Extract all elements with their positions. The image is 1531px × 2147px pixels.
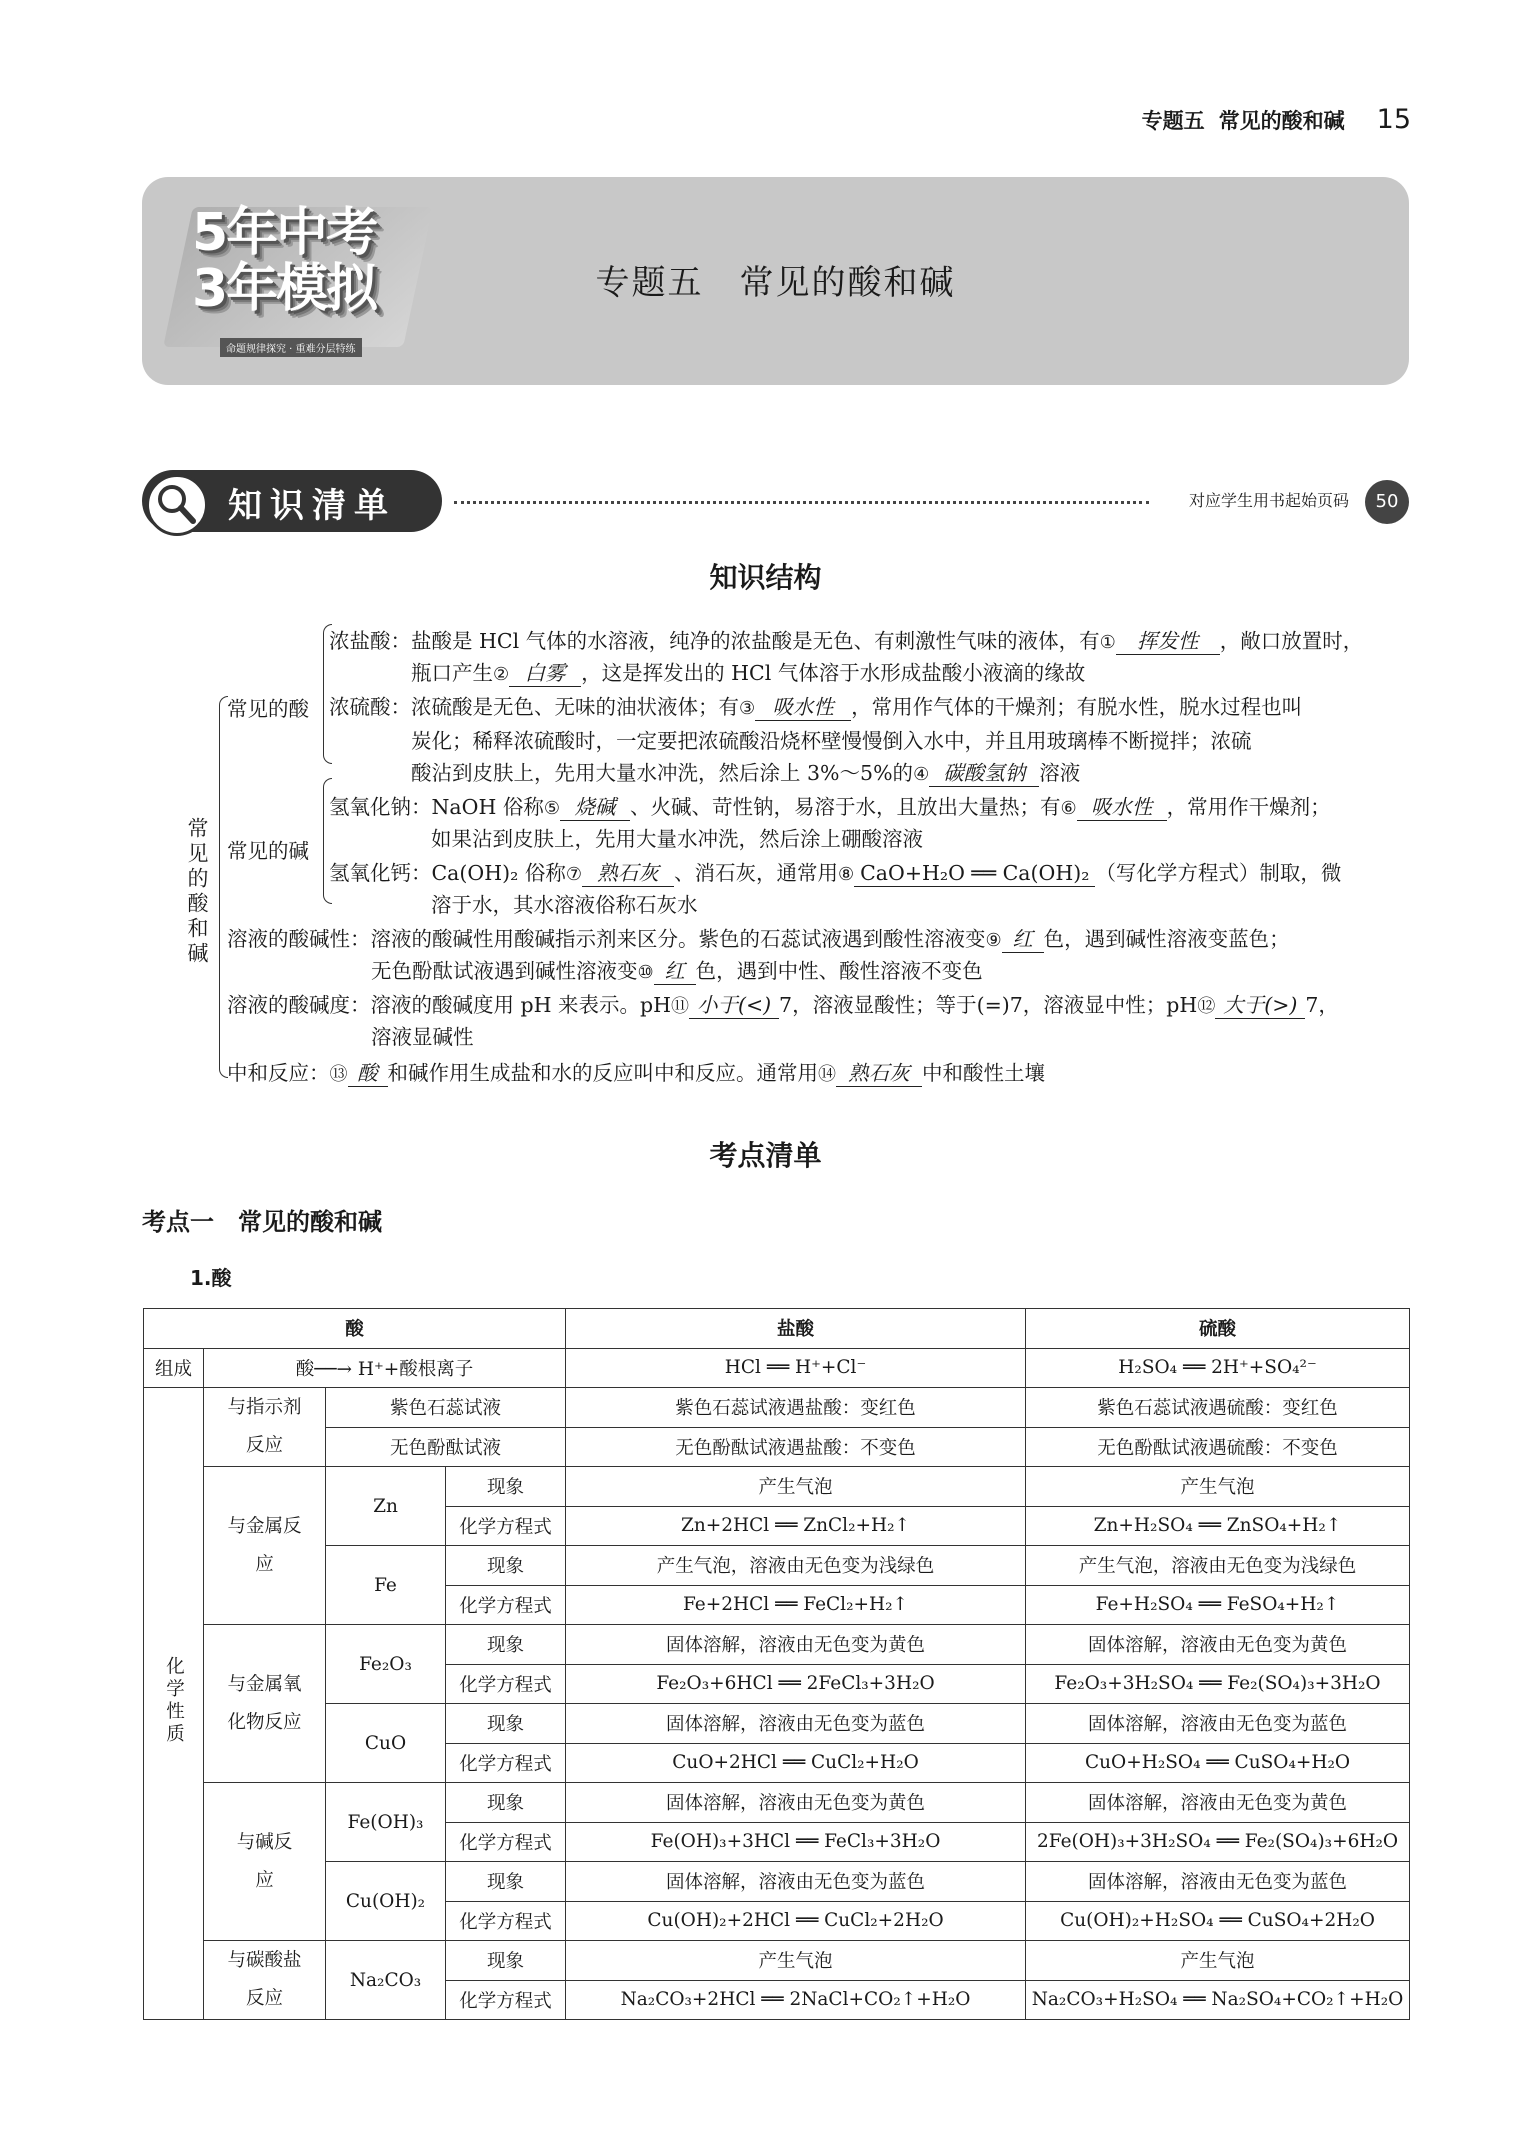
logo-line1: 5年中考	[192, 203, 377, 263]
blank-13: 酸	[348, 1060, 388, 1087]
acid-group-label: 常见的酸	[227, 697, 309, 721]
naoh-line-1: 氢氧化钠：NaOH 俗称⑤ 烧碱 、火碱、苛性钠，易溶于水，且放出大量热；有⑥ 吸水性 ，常用作干燥剂；	[329, 795, 1331, 819]
blank-7: 熟石灰	[582, 860, 674, 887]
base-group-label: 常见的碱	[227, 839, 309, 863]
zn-h2so4-phenomenon: 产生气泡	[1026, 1467, 1410, 1507]
feoh3-h2so4-phenomenon: 固体溶解，溶液由无色变为黄色	[1026, 1783, 1410, 1823]
magnifier-icon	[146, 474, 208, 536]
label-equation: 化学方程式	[446, 1980, 566, 2020]
na2co3-hcl-phenomenon: 产生气泡	[566, 1941, 1026, 1981]
phenol-hcl: 无色酚酞试液遇盐酸：不变色	[566, 1427, 1026, 1467]
col-head-h2so4: 硫酸	[1026, 1309, 1410, 1349]
item-cuo: CuO	[326, 1704, 446, 1783]
table-row	[144, 1941, 1410, 1981]
cuo-h2so4-phenomenon: 固体溶解，溶液由无色变为蓝色	[1026, 1704, 1410, 1744]
item-feoh3: Fe(OH)₃	[326, 1783, 446, 1862]
fe-hcl-phenomenon: 产生气泡，溶液由无色变为浅绿色	[566, 1546, 1026, 1586]
cuoh2-hcl-equation: Cu(OH)₂+2HCl ══ CuCl₂+2H₂O	[566, 1901, 1026, 1941]
blank-11: 小于(<)	[689, 992, 779, 1019]
item-cuoh2: Cu(OH)₂	[326, 1862, 446, 1941]
table-row	[144, 1388, 1410, 1428]
group-base: 与碱反应	[204, 1783, 326, 1941]
cuoh2-hcl-phenomenon: 固体溶解，溶液由无色变为蓝色	[566, 1862, 1026, 1902]
zn-hcl-phenomenon: 产生气泡	[566, 1467, 1026, 1507]
blank-8: CaO+H₂O ══ Ca(OH)₂	[854, 860, 1095, 887]
ph-line-2: 溶液显碱性	[371, 1025, 474, 1049]
logo-subtitle: 命题规律探究 · 重难分层特练	[220, 338, 362, 357]
dotted-leader	[454, 501, 1149, 504]
blank-9: 红	[1002, 926, 1044, 953]
outer-brace	[219, 696, 228, 1078]
item-zn: Zn	[326, 1467, 446, 1546]
label-phenomenon: 现象	[446, 1704, 566, 1744]
blank-10: 红	[654, 958, 696, 985]
table-row	[144, 1783, 1410, 1823]
blank-2: 白雾	[509, 660, 581, 687]
label-phenomenon: 现象	[446, 1546, 566, 1586]
blank-5: 烧碱	[560, 794, 630, 821]
hcl-line-2: 瓶口产生② 白雾 ，这是挥发出的 HCl 气体溶于水形成盐酸小液滴的缘故	[411, 661, 1086, 685]
label-equation: 化学方程式	[446, 1901, 566, 1941]
label-phenomenon: 现象	[446, 1783, 566, 1823]
cuoh2-h2so4-phenomenon: 固体溶解，溶液由无色变为蓝色	[1026, 1862, 1410, 1902]
na2co3-hcl-equation: Na₂CO₃+2HCl ══ 2NaCl+CO₂↑+H₂O	[566, 1980, 1026, 2020]
litmus-h2so4: 紫色石蕊试液遇硫酸：变红色	[1026, 1388, 1410, 1428]
label-equation: 化学方程式	[446, 1822, 566, 1862]
label-equation: 化学方程式	[446, 1664, 566, 1704]
reagent-litmus: 紫色石蕊试液	[326, 1388, 566, 1428]
composition-h2so4: H₂SO₄ ══ 2H⁺+SO₄²⁻	[1026, 1348, 1410, 1388]
blank-1: 挥发性	[1116, 628, 1220, 655]
table-row	[144, 1862, 1410, 1902]
caoh-line-2: 溶于水，其水溶液俗称石灰水	[431, 893, 698, 917]
fe2o3-hcl-equation: Fe₂O₃+6HCl ══ 2FeCl₃+3H₂O	[566, 1664, 1026, 1704]
table-row	[144, 1427, 1410, 1467]
feoh3-h2so4-equation: 2Fe(OH)₃+3H₂SO₄ ══ Fe₂(SO₄)₃+6H₂O	[1026, 1822, 1410, 1862]
cuoh2-h2so4-equation: Cu(OH)₂+H₂SO₄ ══ CuSO₄+2H₂O	[1026, 1901, 1410, 1941]
running-header	[1142, 104, 1411, 135]
fe2o3-h2so4-phenomenon: 固体溶解，溶液由无色变为黄色	[1026, 1625, 1410, 1665]
cuo-hcl-equation: CuO+2HCl ══ CuCl₂+H₂O	[566, 1743, 1026, 1783]
group-oxide: 与金属氧化物反应	[204, 1625, 326, 1783]
h2so4-line-2: 炭化；稀释浓硫酸时，一定要把浓硫酸沿烧杯壁慢慢倒入水中，并且用玻璃棒不断搅拌；浓硫	[411, 729, 1252, 753]
composition-desc: 酸──→ H⁺+酸根离子	[204, 1348, 566, 1388]
table-row	[144, 1467, 1410, 1507]
item-na2co3: Na₂CO₃	[326, 1941, 446, 2020]
acidity-line-2: 无色酚酞试液遇到碱性溶液变⑩ 红 色，遇到中性、酸性溶液不变色	[371, 959, 983, 983]
acidity-line-1: 溶液的酸碱性：溶液的酸碱性用酸碱指示剂来区分。紫色的石蕊试液遇到酸性溶液变⑨ 红 色，遇到碱性溶液变蓝色；	[227, 927, 1290, 951]
group-indicator: 与指示剂反应	[204, 1388, 326, 1467]
section-header	[142, 468, 1409, 534]
composition-hcl: HCl ══ H⁺+Cl⁻	[566, 1348, 1026, 1388]
kaodian-heading: 考点清单	[709, 1139, 822, 1172]
ph-line-1: 溶液的酸碱度：溶液的酸碱度用 pH 来表示。pH⑪ 小于(<) 7，溶液显酸性；等于(=)7，溶液显中性；pH⑫ 大于(>) 7，	[227, 993, 1339, 1017]
blank-3: 吸水性	[755, 694, 851, 721]
col-head-acid: 酸	[144, 1309, 566, 1349]
reagent-phenol: 无色酚酞试液	[326, 1427, 566, 1467]
cuo-hcl-phenomenon: 固体溶解，溶液由无色变为蓝色	[566, 1704, 1026, 1744]
label-phenomenon: 现象	[446, 1625, 566, 1665]
chapter-banner	[142, 177, 1409, 385]
table-row	[144, 1546, 1410, 1586]
col-head-hcl: 盐酸	[566, 1309, 1026, 1349]
h2so4-line-1: 浓硫酸：浓硫酸是无色、无味的油状液体；有③ 吸水性 ，常用作气体的干燥剂；有脱水性，脱水过程也叫	[329, 695, 1303, 719]
label-equation: 化学方程式	[446, 1743, 566, 1783]
running-head-title: 常见的酸和碱	[1218, 109, 1345, 133]
knowledge-structure-heading: 知识结构	[709, 561, 822, 594]
feoh3-hcl-equation: Fe(OH)₃+3HCl ══ FeCl₃+3H₂O	[566, 1822, 1026, 1862]
blank-4: 碳酸氢钠	[929, 760, 1039, 787]
kaodian-title: 考点一 常见的酸和碱	[142, 1208, 382, 1236]
neutralization-line: 中和反应：⑬ 酸 和碱作用生成盐和水的反应叫中和反应。通常用⑭ 熟石灰 中和酸性土壤	[227, 1061, 1045, 1085]
hcl-line-1: 浓盐酸：盐酸是 HCl 气体的水溶液，纯净的浓盐酸是无色、有刺激性气味的液体，有① 挥发性 ，敞口放置时，	[329, 629, 1364, 653]
fe2o3-hcl-phenomenon: 固体溶解，溶液由无色变为黄色	[566, 1625, 1026, 1665]
chapter-title: 专题五 常见的酸和碱	[595, 263, 956, 303]
na2co3-h2so4-phenomenon: 产生气泡	[1026, 1941, 1410, 1981]
item-fe2o3: Fe₂O₃	[326, 1625, 446, 1704]
fe-hcl-equation: Fe+2HCl ══ FeCl₂+H₂↑	[566, 1585, 1026, 1625]
section-ref-page: 50	[1365, 480, 1409, 524]
table-row	[144, 1704, 1410, 1744]
running-head-section: 专题五	[1141, 109, 1205, 133]
page-number: 15	[1376, 104, 1411, 135]
kaodian-subtitle: 1.酸	[190, 1266, 232, 1290]
blank-12: 大于(>)	[1215, 992, 1305, 1019]
blank-14: 熟石灰	[836, 1060, 922, 1087]
fe-h2so4-phenomenon: 产生气泡，溶液由无色变为浅绿色	[1026, 1546, 1410, 1586]
table-row	[144, 1625, 1410, 1665]
na2co3-h2so4-equation: Na₂CO₃+H₂SO₄ ══ Na₂SO₄+CO₂↑+H₂O	[1026, 1980, 1410, 2020]
phenol-h2so4: 无色酚酞试液遇硫酸：不变色	[1026, 1427, 1410, 1467]
table-row	[144, 1348, 1410, 1388]
section-label: 知识清单	[228, 486, 396, 526]
zn-hcl-equation: Zn+2HCl ══ ZnCl₂+H₂↑	[566, 1506, 1026, 1546]
knowledge-structure	[185, 612, 1410, 1092]
cuo-h2so4-equation: CuO+H₂SO₄ ══ CuSO₄+H₂O	[1026, 1743, 1410, 1783]
label-phenomenon: 现象	[446, 1941, 566, 1981]
ks-vertical-label: 常见的酸和碱	[185, 817, 209, 967]
zn-h2so4-equation: Zn+H₂SO₄ ══ ZnSO₄+H₂↑	[1026, 1506, 1410, 1546]
label-phenomenon: 现象	[446, 1467, 566, 1507]
feoh3-hcl-phenomenon: 固体溶解，溶液由无色变为黄色	[566, 1783, 1026, 1823]
h2so4-line-3: 酸沾到皮肤上，先用大量水冲洗，然后涂上 3%～5%的④ 碳酸氢钠 溶液	[411, 761, 1081, 785]
table-header-row	[144, 1309, 1410, 1349]
litmus-hcl: 紫色石蕊试液遇盐酸：变红色	[566, 1388, 1026, 1428]
row-label-composition: 组成	[144, 1348, 204, 1388]
logo-line2: 3年模拟	[192, 259, 377, 319]
blank-6: 吸水性	[1077, 794, 1167, 821]
label-equation: 化学方程式	[446, 1585, 566, 1625]
label-phenomenon: 现象	[446, 1862, 566, 1902]
chem-props-label: 化学性质	[144, 1388, 204, 2020]
fe2o3-h2so4-equation: Fe₂O₃+3H₂SO₄ ══ Fe₂(SO₄)₃+3H₂O	[1026, 1664, 1410, 1704]
group-carbonate: 与碳酸盐反应	[204, 1941, 326, 2020]
section-ref-text: 对应学生用书起始页码	[1188, 491, 1349, 510]
label-equation: 化学方程式	[446, 1506, 566, 1546]
item-fe: Fe	[326, 1546, 446, 1625]
fe-h2so4-equation: Fe+H₂SO₄ ══ FeSO₄+H₂↑	[1026, 1585, 1410, 1625]
naoh-line-2: 如果沾到皮肤上，先用大量水冲洗，然后涂上硼酸溶液	[431, 827, 923, 851]
acid-properties-table	[143, 1308, 1410, 2020]
group-metal: 与金属反应	[204, 1467, 326, 1625]
caoh-line-1: 氢氧化钙：Ca(OH)₂ 俗称⑦ 熟石灰 、消石灰，通常用⑧ CaO+H₂O ══ Ca(OH)₂ （写化学方程式）制取，微	[329, 861, 1342, 885]
